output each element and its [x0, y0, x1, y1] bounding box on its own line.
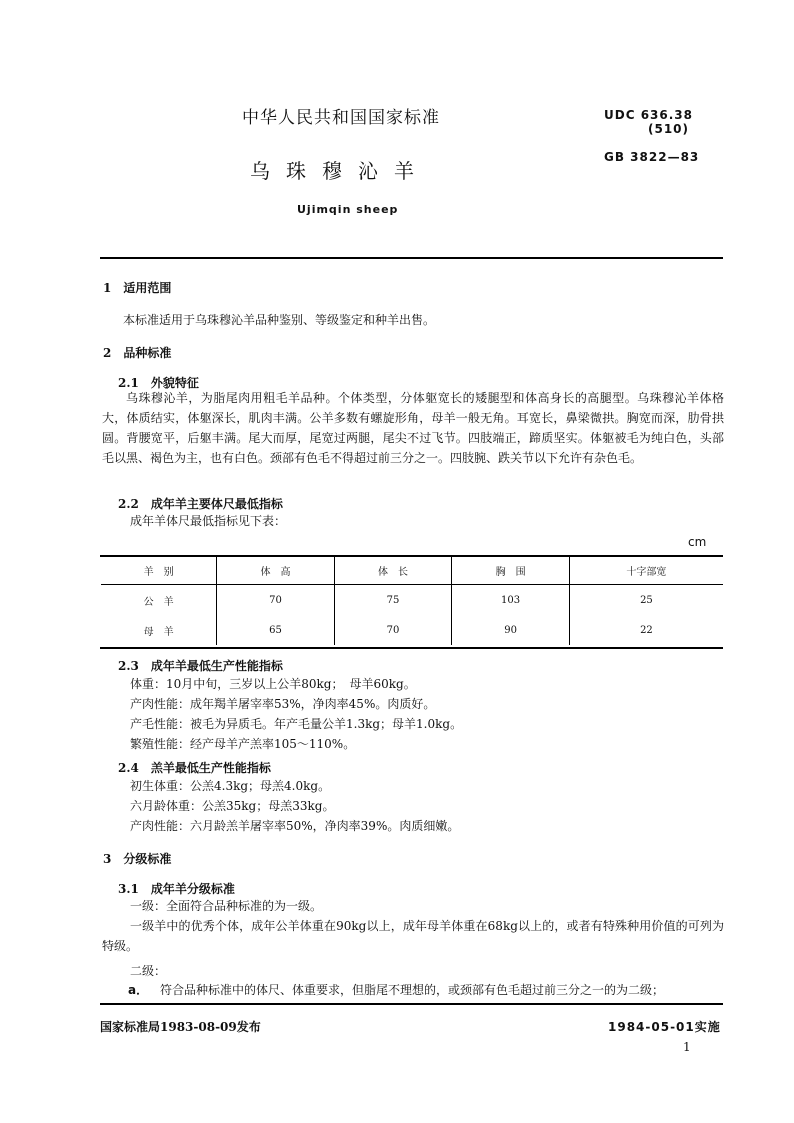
section-2-4-line: 产肉性能：六月龄羔羊屠宰率50%，净肉率39%。肉质细嫩。 [130, 819, 460, 833]
item-a-text: 符合品种标准中的体尺、体重要求，但脂尾不理想的，或颈部有色毛超过前三分之一的为二级； [160, 983, 665, 997]
item-a-label: a． [128, 983, 149, 997]
table-cell: 公 羊 [143, 596, 174, 608]
table-cell: 75 [334, 585, 452, 616]
table-header-cell: 十字部宽 [569, 556, 723, 585]
gb-number: GB 3822—83 [604, 150, 700, 164]
table-header-cell: 体 高 [217, 556, 335, 585]
table-cell: 65 [217, 615, 335, 645]
table-row [101, 585, 723, 616]
table-cell: 母 羊 [143, 626, 174, 638]
body-size-table [101, 556, 723, 645]
section-2-3-heading: 2.3 成年羊最低生产性能指标 [118, 659, 283, 673]
section-2-1-body: 乌珠穆沁羊，为脂尾肉用粗毛羊品种。个体类型，分体躯宽长的矮腿型和体高身长的高腿型。乌珠穆沁羊体格大，体质结实，体躯深长，肌肉丰满。公羊多数有螺旋形角，母羊一般无角。耳宽长，鼻梁微拱。胸宽而深，肋骨拱圆。背腰宽平，后躯丰满。尾大而厚，尾宽过两腿，尾尖不过飞节。四肢端正，蹄质坚实。体躯被毛为纯白色，头部毛以黑、褐色为主，也有白色。颈部有色毛不得超过前三分之一。四肢腕、跌关节以下允许有杂色毛。 [102, 391, 724, 465]
section-2-2-heading: 2.2 成年羊主要体尺最低指标 [118, 497, 283, 511]
section-2-4-line: 初生体重：公羔4.3kg；母羔4.0kg。 [130, 779, 331, 793]
document-title-english: Ujimqin sheep [297, 203, 399, 216]
table-unit: cm [688, 535, 707, 549]
document-title: 乌珠穆沁羊 [250, 159, 430, 183]
footer-rule [100, 1003, 723, 1005]
table-cell: 22 [569, 615, 723, 645]
section-2-3-line: 产肉性能：成年羯羊屠宰率53%，净肉率45%。肉质好。 [130, 697, 436, 711]
table-cell: 25 [569, 585, 723, 616]
udc-code: UDC 636.38 [604, 108, 693, 122]
grade-2-label: 二级： [130, 964, 167, 978]
header-rule [100, 257, 723, 259]
section-3-heading: 3 分级标准 [103, 852, 172, 866]
table-header-cell: 胸 围 [452, 556, 570, 585]
table-cell: 103 [452, 585, 570, 616]
effective-date: 1984-05-01实施 [608, 1020, 721, 1034]
special-grade-text: 一级羊中的优秀个体，成年公羊体重在90kg以上，成年母羊体重在68kg以上的，或者有特殊种用价值的可列为特级。 [102, 919, 724, 953]
grade-1-text: 一级：全面符合品种标准的为一级。 [130, 899, 323, 913]
section-1-body: 本标准适用于乌珠穆沁羊品种鉴别、等级鉴定和种羊出售。 [123, 313, 436, 327]
standard-type: 中华人民共和国国家标准 [242, 108, 440, 128]
section-1-heading: 1 适用范围 [103, 281, 172, 295]
section-2-3-line: 繁殖性能：经产母羊产羔率105～110%。 [130, 737, 356, 751]
table-row [101, 615, 723, 645]
table-cell: 70 [334, 615, 452, 645]
table-cell: 90 [452, 615, 570, 645]
section-2-1-heading: 2.1 外貌特征 [118, 376, 199, 390]
udc-code-sub: (510) [648, 122, 690, 136]
section-2-2-body: 成年羊体尺最低指标见下表： [130, 514, 287, 528]
section-2-4-heading: 2.4 羔羊最低生产性能指标 [118, 761, 271, 775]
issued-date: 国家标准局1983-08-09发布 [100, 1020, 261, 1034]
table-header-row [101, 556, 723, 585]
section-3-1-heading: 3.1 成年羊分级标准 [118, 882, 235, 896]
section-2-4-line: 六月龄体重：公羔35kg；母羔33kg。 [130, 799, 335, 813]
section-2-3-line: 体重：10月中旬，三岁以上公羊80kg； 母羊60kg。 [130, 677, 416, 691]
section-2-3-line: 产毛性能：被毛为异质毛。年产毛量公羊1.3kg；母羊1.0kg。 [130, 717, 463, 731]
page-number: 1 [683, 1040, 691, 1054]
table-bottom-rule [100, 647, 723, 649]
table-header-cell: 羊 别 [101, 556, 217, 585]
table-header-cell: 体 长 [334, 556, 452, 585]
section-2-heading: 2 品种标准 [103, 346, 172, 360]
table-cell: 70 [217, 585, 335, 616]
